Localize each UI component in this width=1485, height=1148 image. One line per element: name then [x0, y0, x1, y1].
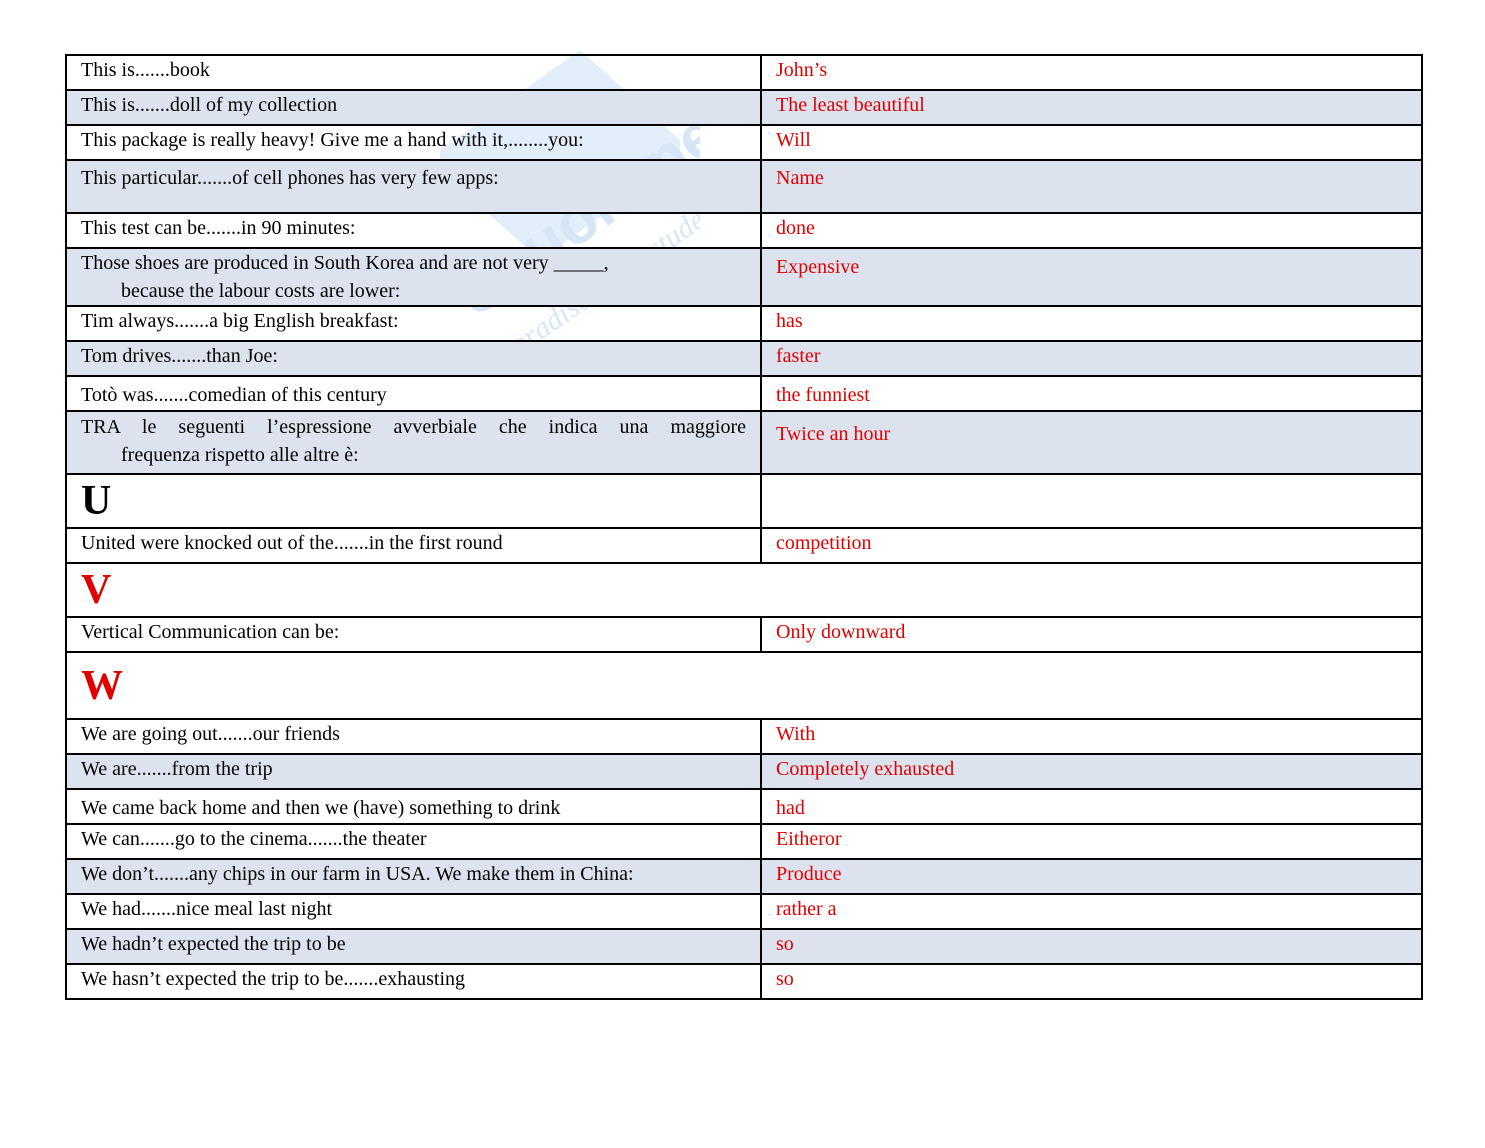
answer-cell: The least beautiful	[761, 90, 1422, 125]
section-row-w	[66, 652, 1422, 719]
section-letter: W	[66, 652, 1422, 719]
answer-cell: Only downward	[761, 617, 1422, 652]
table-row	[66, 160, 1422, 213]
answer-cell: rather a	[761, 894, 1422, 929]
answer-cell: so	[761, 929, 1422, 964]
answer-cell: had	[761, 789, 1422, 824]
question-line-2: because the labour costs are lower:	[121, 280, 401, 302]
table-row	[66, 754, 1422, 789]
answer-cell: Produce	[761, 859, 1422, 894]
answer-cell: Completely exhausted	[761, 754, 1422, 789]
table-row	[66, 528, 1422, 563]
table-row	[66, 929, 1422, 964]
answer-cell: Twice an hour	[761, 411, 1422, 474]
section-letter: V	[66, 563, 1422, 617]
question-cell: We had.......nice meal last night	[66, 894, 761, 929]
question-cell	[66, 411, 761, 474]
empty-cell	[761, 474, 1422, 528]
table-row	[66, 859, 1422, 894]
answer-cell: Will	[761, 125, 1422, 160]
question-cell: We came back home and then we (have) something to drink	[66, 789, 761, 824]
table-row	[66, 341, 1422, 376]
section-letter: U	[66, 474, 761, 528]
table-row	[66, 411, 1422, 474]
question-cell: This is.......book	[66, 55, 761, 90]
answer-cell: Name	[761, 160, 1422, 213]
question-cell: Tom drives.......than Joe:	[66, 341, 761, 376]
section-row-v	[66, 563, 1422, 617]
question-cell: We are going out.......our friends	[66, 719, 761, 754]
question-cell: Tim always.......a big English breakfast:	[66, 306, 761, 341]
answer-cell: has	[761, 306, 1422, 341]
question-cell	[66, 248, 761, 306]
answer-cell: Expensive	[761, 248, 1422, 306]
question-cell: We hadn’t expected the trip to be	[66, 929, 761, 964]
question-cell: This package is really heavy! Give me a hand with it,........you:	[66, 125, 761, 160]
table-row	[66, 248, 1422, 306]
section-row-u	[66, 474, 1422, 528]
question-line-1: TRA le seguenti l’espressione avverbiale che indica una maggiore	[81, 416, 746, 438]
table-row	[66, 376, 1422, 411]
question-cell: We can.......go to the cinema.......the theater	[66, 824, 761, 859]
table-row	[66, 894, 1422, 929]
answer-cell: so	[761, 964, 1422, 999]
question-cell: We hasn’t expected the trip to be.......exhausting	[66, 964, 761, 999]
question-cell: Totò was.......comedian of this century	[66, 376, 761, 411]
table-row	[66, 824, 1422, 859]
question-cell: This test can be.......in 90 minutes:	[66, 213, 761, 248]
answer-cell: Eitheror	[761, 824, 1422, 859]
question-cell: We don’t.......any chips in our farm in USA. We make them in China:	[66, 859, 761, 894]
table-row	[66, 617, 1422, 652]
table-row	[66, 964, 1422, 999]
answer-cell: faster	[761, 341, 1422, 376]
question-cell: This is.......doll of my collection	[66, 90, 761, 125]
table-row	[66, 719, 1422, 754]
answer-cell: the funniest	[761, 376, 1422, 411]
question-line-2: frequenza rispetto alle altre è:	[121, 444, 359, 466]
table-row	[66, 90, 1422, 125]
answer-cell: With	[761, 719, 1422, 754]
answer-cell: done	[761, 213, 1422, 248]
table-row	[66, 789, 1422, 824]
question-cell: Vertical Communication can be:	[66, 617, 761, 652]
question-line-1: Those shoes are produced in South Korea and are not very _____,	[81, 252, 609, 274]
table-row	[66, 213, 1422, 248]
table-row	[66, 125, 1422, 160]
table-row	[66, 306, 1422, 341]
question-cell: We are.......from the trip	[66, 754, 761, 789]
table-row	[66, 55, 1422, 90]
question-cell: United were knocked out of the.......in the first round	[66, 528, 761, 563]
qa-table	[65, 54, 1423, 1000]
question-cell: This particular.......of cell phones has very few apps:	[66, 160, 761, 213]
answer-cell: competition	[761, 528, 1422, 563]
answer-cell: John’s	[761, 55, 1422, 90]
